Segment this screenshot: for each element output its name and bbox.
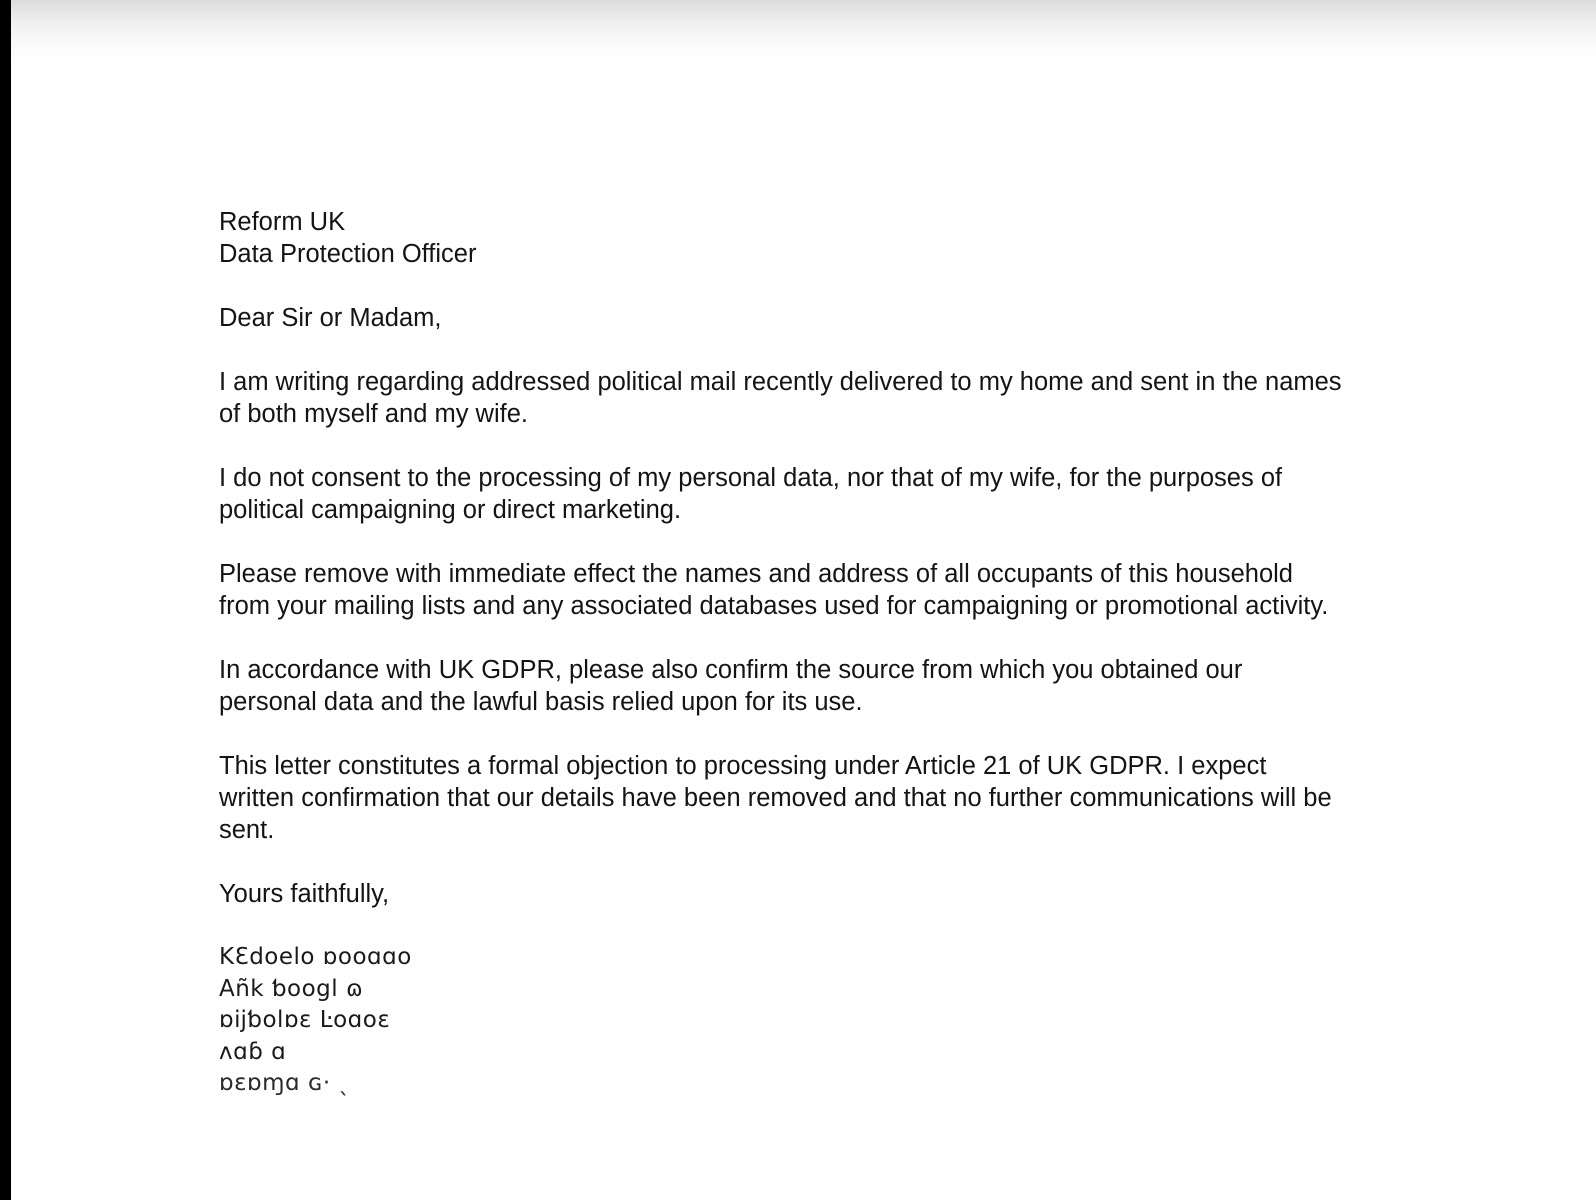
paragraph-line: of both myself and my wife.	[219, 400, 528, 428]
paragraph-4	[219, 654, 1459, 718]
paragraph-2	[219, 462, 1459, 526]
paragraph-line: I am writing regarding addressed political mail recently delivered to my home and sent in the names	[219, 368, 1342, 396]
top-shadow	[11, 0, 1596, 62]
paragraph-line: In accordance with UK GDPR, please also confirm the source from which you obtained our	[219, 656, 1243, 684]
letter-body	[219, 206, 1459, 1100]
paragraph-1	[219, 366, 1459, 430]
recipient-address	[219, 206, 1459, 270]
salutation-text: Dear Sir or Madam,	[219, 304, 442, 332]
closing	[219, 878, 1459, 910]
signature-line: ʌɑɓ ɑ	[219, 1038, 287, 1065]
signature-line: KƐdoelo ɒooɑɑo	[219, 944, 412, 970]
paragraph-line: political campaigning or direct marketing.	[219, 496, 682, 524]
paragraph-5	[219, 750, 1459, 846]
paragraph-line: from your mailing lists and any associated databases used for campaigning or promotional activity.	[219, 592, 1329, 620]
closing-text: Yours faithfully,	[219, 880, 390, 908]
signature-line: ɒɛɒɱɑ ɢ· ˎ	[219, 1070, 351, 1096]
paragraph-line: personal data and the lawful basis relied upon for its use.	[219, 688, 863, 716]
signature-block-obscured	[219, 942, 1459, 1100]
paragraph-line: I do not consent to the processing of my personal data, nor that of my wife, for the purposes of	[219, 464, 1283, 492]
paragraph-line: written confirmation that our details have been removed and that no further communications will be	[219, 784, 1332, 812]
signature-line: ɒĳƅolɒɛ Ŀoɑoɛ	[219, 1007, 391, 1033]
paragraph-line: Please remove with immediate effect the names and address of all occupants of this household	[219, 560, 1293, 588]
recipient-organisation: Reform UK	[219, 208, 346, 236]
paragraph-3	[219, 558, 1459, 622]
left-edge-border	[0, 0, 11, 1200]
recipient-role: Data Protection Officer	[219, 240, 477, 268]
paragraph-line: This letter constitutes a formal objection to processing under Article 21 of UK GDPR. I expect	[219, 752, 1267, 780]
signature-line: Añk ƅoogl ɷ	[219, 975, 364, 1002]
paragraph-line: sent.	[219, 816, 275, 844]
salutation	[219, 302, 1459, 334]
